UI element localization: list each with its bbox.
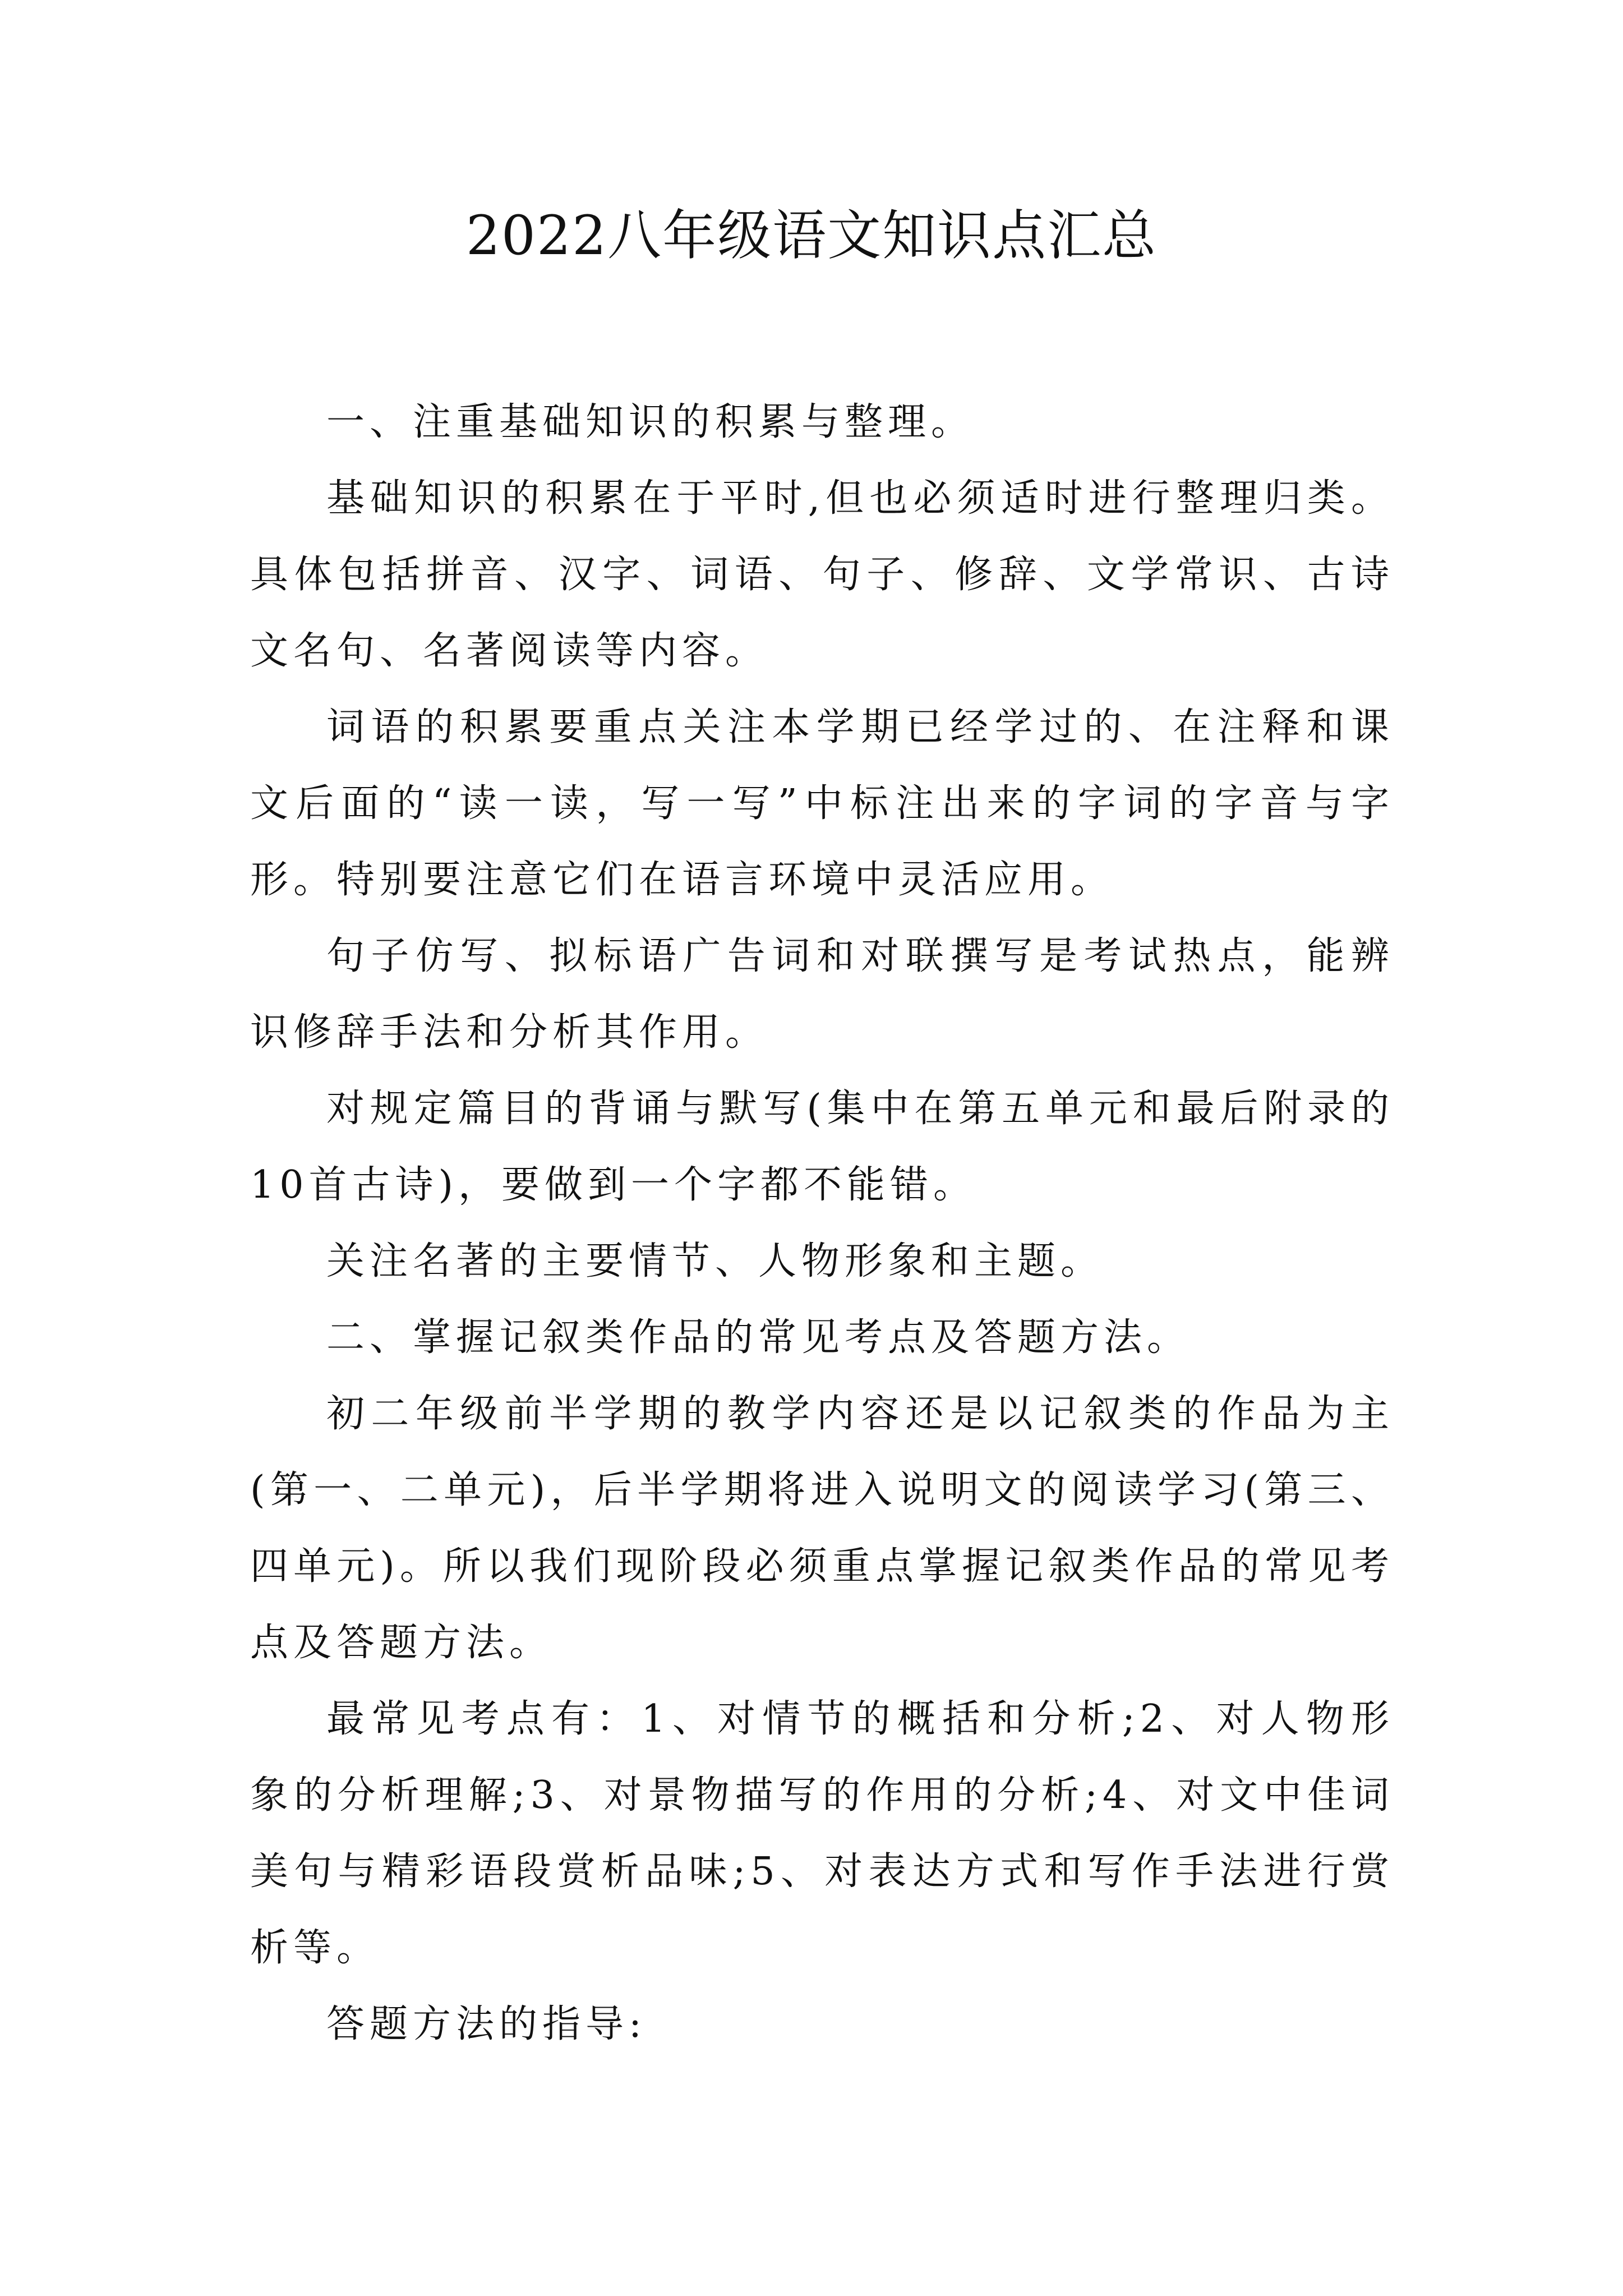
paragraph: 句子仿写、拟标语广告词和对联撰写是考试热点，能辨识修辞手法和分析其作用。 xyxy=(250,934,1394,1055)
document-title: 2022八年级语文知识点汇总 xyxy=(465,204,1158,267)
paragraph: 对规定篇目的背诵与默写(集中在第五单元和最后附录的10首古诗)，要做到一个字都不能错。 xyxy=(250,1087,1394,1207)
paragraph: 初二年级前半学期的教学内容还是以记叙类的作品为主(第一、二单元)，后半学期将进入说明文的阅读学习(第三、四单元)。所以我们现阶段必须重点掌握记叙类作品的常见考点及答题方法。 xyxy=(250,1392,1394,1665)
paragraph: 基础知识的积累在于平时,但也必须适时进行整理归类。具体包括拼音、汉字、词语、句子、修辞、文学常识、古诗文名句、名著阅读等内容。 xyxy=(250,476,1394,673)
paragraph: 词语的积累要重点关注本学期已经学过的、在注释和课文后面的“读一读，写一写”中标注出来的字词的字音与字形。特别要注意它们在语言环境中灵活应用。 xyxy=(250,705,1394,902)
document-body xyxy=(250,384,1394,2063)
paragraph: 答题方法的指导: xyxy=(326,2002,647,2046)
section-heading-2: 二、掌握记叙类作品的常见考点及答题方法。 xyxy=(326,1315,1191,1360)
section-heading-1: 一、注重基础知识的积累与整理。 xyxy=(326,400,975,444)
paragraph: 关注名著的主要情节、人物形象和主题。 xyxy=(326,1239,1104,1283)
paragraph: 最常见考点有：1、对情节的概括和分析;2、对人物形象的分析理解;3、对景物描写的作用的分析;4、对文中佳词美句与精彩语段赏析品味;5、对表达方式和写作手法进行赏析等。 xyxy=(250,1697,1394,1970)
